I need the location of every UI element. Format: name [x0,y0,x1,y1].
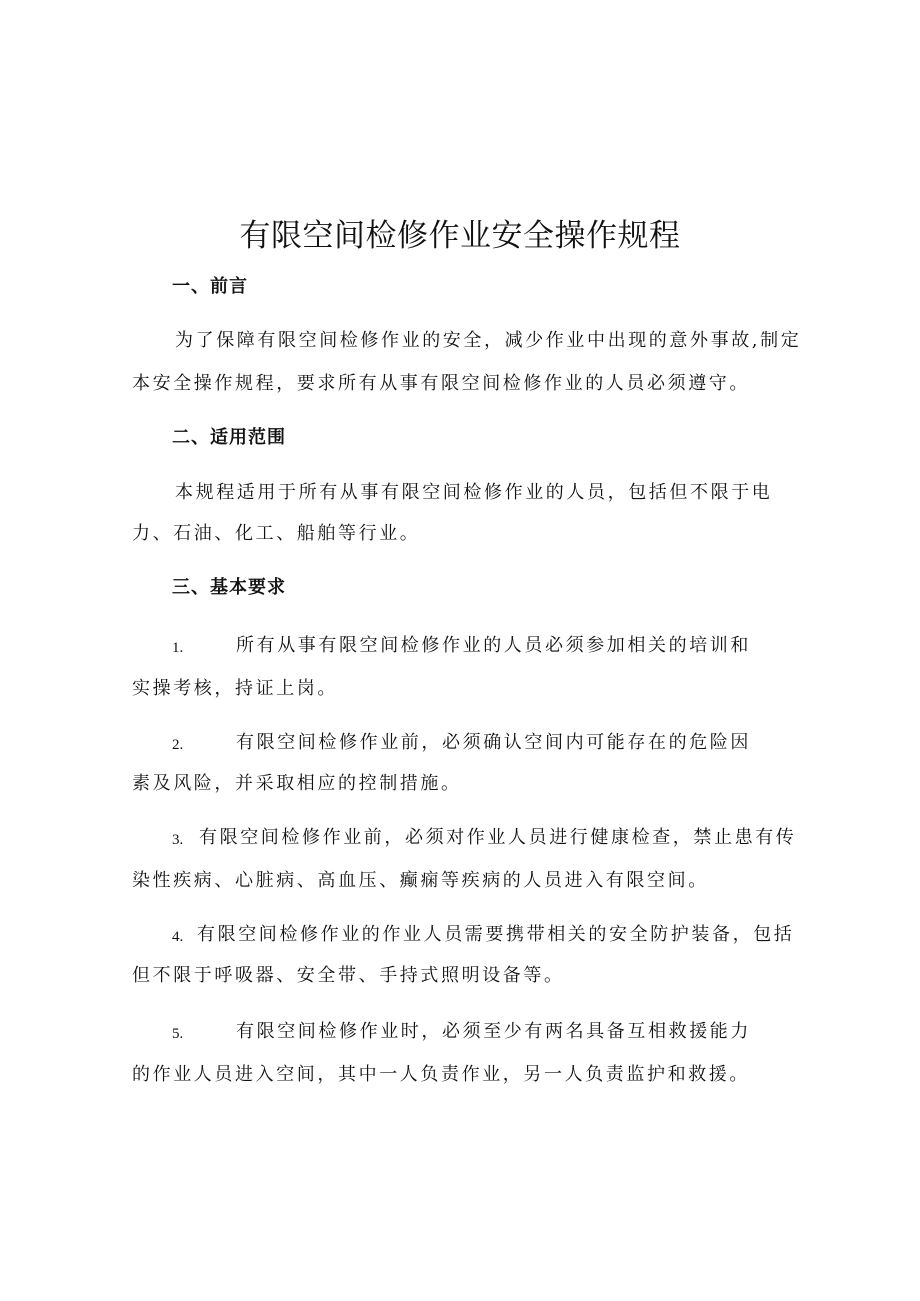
list-item-line: 有限空间检修作业的作业人员需要携带相关的安全防护装备，包括 [197,924,795,945]
section-heading-preface: 一、前言 [172,276,248,297]
section-heading-scope: 二、适用范围 [172,427,286,448]
paragraph-line: 为了保障有限空间检修作业的安全，减少作业中出现的意外事故,制定 [175,330,802,351]
list-item-number: 2. [172,737,184,753]
list-item-line: 有限空间检修作业前，必须确认空间内可能存在的危险因 [236,732,751,753]
list-item-line: 素及风险，并采取相应的控制措施。 [132,773,462,794]
list-item-number: 4. [172,929,184,945]
list-item-line: 有限空间检修作业前，必须对作业人员进行健康检查，禁止患有传 [199,827,797,848]
list-item-number: 1. [172,640,184,656]
list-item-line: 的作业人员进入空间，其中一人负责作业，另一人负责监护和救援。 [132,1064,750,1085]
list-item-line: 但不限于呼吸器、安全带、手持式照明设备等。 [132,965,565,986]
list-item-number: 3. [172,832,184,848]
section-heading-requirements: 三、基本要求 [172,577,286,598]
list-item-line: 所有从事有限空间检修作业的人员必须参加相关的培训和 [236,635,751,656]
paragraph-line: 力、石油、化工、船舶等行业。 [132,523,421,544]
list-item-line: 染性疾病、心脏病、高血压、癫痫等疾病的人员进入有限空间。 [132,870,709,891]
list-item-line: 实操考核，持证上岗。 [132,678,338,699]
paragraph-line: 本规程适用于所有从事有限空间检修作业的人员，包括但不限于电 [175,482,773,503]
list-item-line: 有限空间检修作业时，必须至少有两名具备互相救援能力 [236,1021,751,1042]
document-title: 有限空间检修作业安全操作规程 [239,218,681,254]
list-item-number: 5. [172,1026,184,1042]
paragraph-line: 本安全操作规程，要求所有从事有限空间检修作业的人员必须遵守。 [132,373,750,394]
